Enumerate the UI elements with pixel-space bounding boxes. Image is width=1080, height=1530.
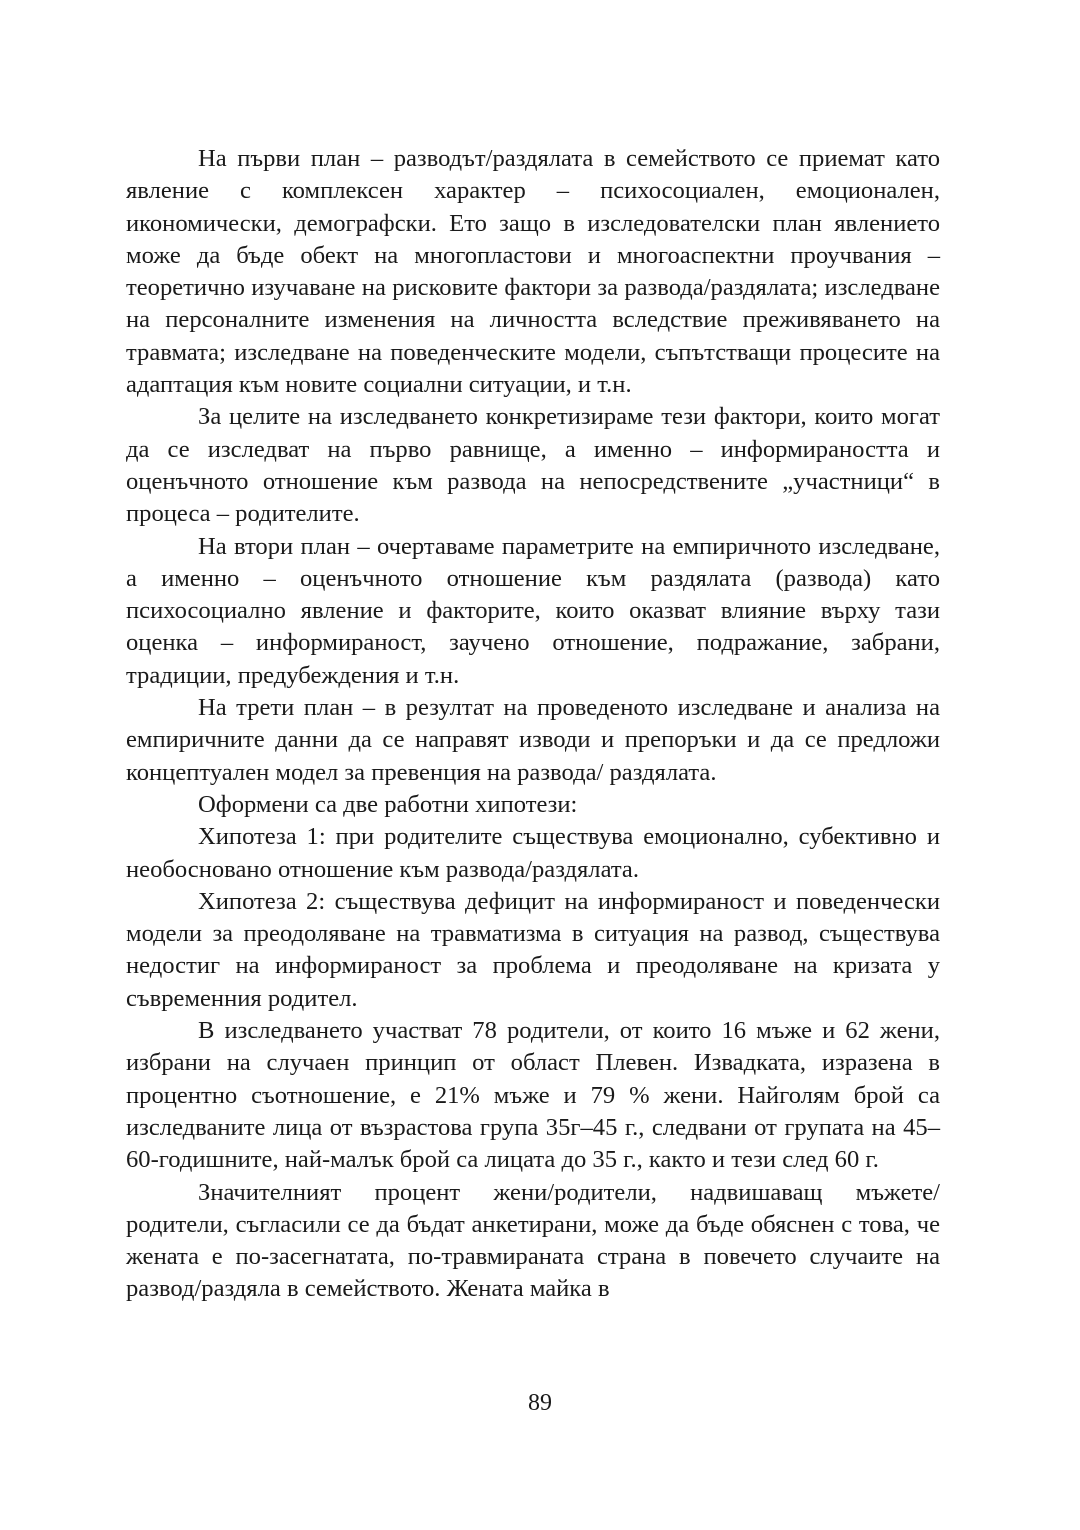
paragraph-sample: В изследването участват 78 родители, от които 16 мъже и 62 жени, избрани на случаен принцип от област Плевен. Извадката, изразена в процентно съотношение, е 21% мъже и 79 % жени. Найголям брой са изследваните лица от възрастова група 35г–45 г., следвани от групата на 45–60-годишните, най-малък брой са лицата до 35 г., както и тези след 60 г. [126,1017,940,1174]
paragraph-hypothesis-1: Хипотеза 1: при родителите съществува емоционално, субективно и необосновано отношение към развода/раздялата. [126,823,940,883]
paragraph-hypothesis-2: Хипотеза 2: съществува дефицит на информираност и поведенчески модели за преодоляване на травматизма в ситуация на развод, съществува недостиг на информираност за проблема и преодоляване на кризата у съвременния родител. [126,887,940,1012]
paragraph-second-plan: На втори план – очертаваме параметрите на емпиричното изследване, а именно – оценъчното отношение към раздялата (развода) като психосоциално явление и факторите, които оказват влияние върху тази оценка – информираност, заучено отношение, подражание, забрани, традиции, предубеждения и т.н. [126,532,940,689]
page-body [126,143,940,1306]
paragraph-hypotheses-intro: Оформени са две работни хипотези: [198,790,578,818]
paragraph-research-goals: За целите на изследването конкретизираме тези фактори, които могат да се изследват на първо равнище, а именно – информираността и оценъчното отношение към развода на непосредствените „участници“ в процеса – родителите. [126,403,940,528]
paragraph-third-plan: На трети план – в резултат на проведеното изследване и анализа на емпиричните данни да се направят изводи и препоръки и да се предложи концептуален модел за превенция на развода/ раздялата. [126,694,940,786]
paragraph-first-plan: На първи план – разводът/раздялата в семейството се приемат като явление с комплексен характер – психосоциален, емоционален, икономически, демографски. Ето защо в изследователски план явлението може да бъде обект на многопластови и многоаспектни проучвания – теоретично изучаване на рисковите фактори за развода/раздялата; изследване на персоналните изменения на личността вследствие преживяването на травмата; изследване на поведенческите модели, съпътстващи процесите на адаптация към новите социални ситуации, и т.н. [126,145,940,399]
paragraph-women-percentage: Значителният процент жени/родители, надвишаващ мъжете/ родители, съгласили се да бъдат анкетирани, може да бъде обяснен с това, че жената е по-засегнатата, по-травмираната страна в повечето случаите на развод/раздяла в семейството. Жената майка в [126,1178,940,1303]
page-number: 89 [528,1390,552,1416]
